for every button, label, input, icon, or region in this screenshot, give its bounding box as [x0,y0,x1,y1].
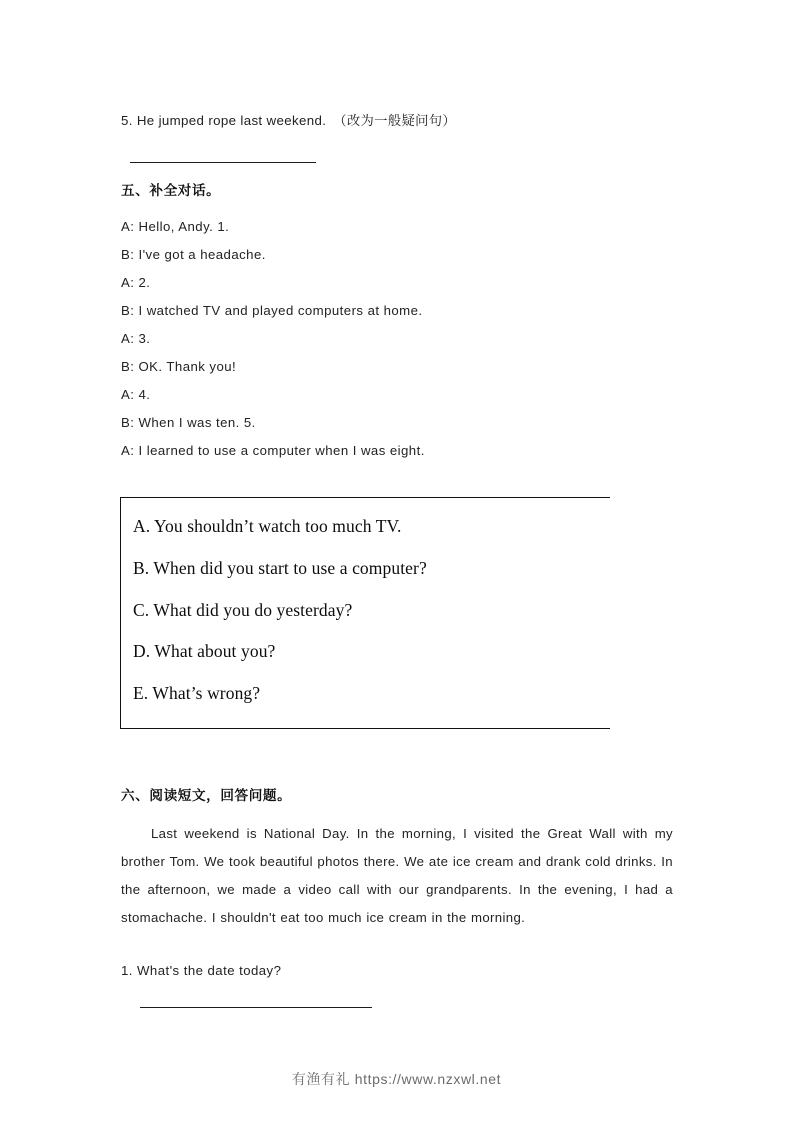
options-box [120,497,610,729]
option-a[interactable]: A. You shouldn’t watch too much TV. [133,516,402,536]
option-e[interactable]: E. What’s wrong? [133,683,261,703]
dialogue-line-9: A: I learned to use a computer when I was eight. [121,443,425,458]
passage-question-1: 1. What's the date today? [121,963,282,978]
dialogue-line-1: A: Hello, Andy. 1. [121,219,230,234]
dialogue-line-6: B: OK. Thank you! [121,359,237,374]
answer-line-passage-question-1[interactable] [140,1007,372,1008]
dialogue-line-5: A: 3. [121,331,151,346]
answer-line-question-5[interactable] [130,162,316,163]
dialogue-line-8: B: When I was ten. 5. [121,415,256,430]
reading-passage: Last weekend is National Day. In the morning, I visited the Great Wall with my brother Tom. We took beautiful photos there. We ate ice cream and drank cold drinks. In the afternoon, we made a video call with our grandparents. In the evening, I had a stomachache. I shouldn't eat too much ice cream in the morning. [121,826,673,925]
dialogue-line-4: B: I watched TV and played computers at home. [121,303,423,318]
footer-watermark: 有渔有礼 https://www.nzxwl.net [291,1071,502,1087]
dialogue-line-3: A: 2. [121,275,151,290]
option-d[interactable]: D. What about you? [133,641,276,661]
dialogue-line-7: A: 4. [121,387,151,402]
section-six-heading: 六、阅读短文，回答问题。 [121,788,292,803]
dialogue-line-2: B: I've got a headache. [121,247,266,262]
question-5-text: 5. He jumped rope last weekend. （改为一般疑问句） [121,113,457,128]
option-c[interactable]: C. What did you do yesterday? [133,600,353,620]
option-b[interactable]: B. When did you start to use a computer? [133,558,427,578]
section-five-heading: 五、补全对话。 [121,183,221,198]
